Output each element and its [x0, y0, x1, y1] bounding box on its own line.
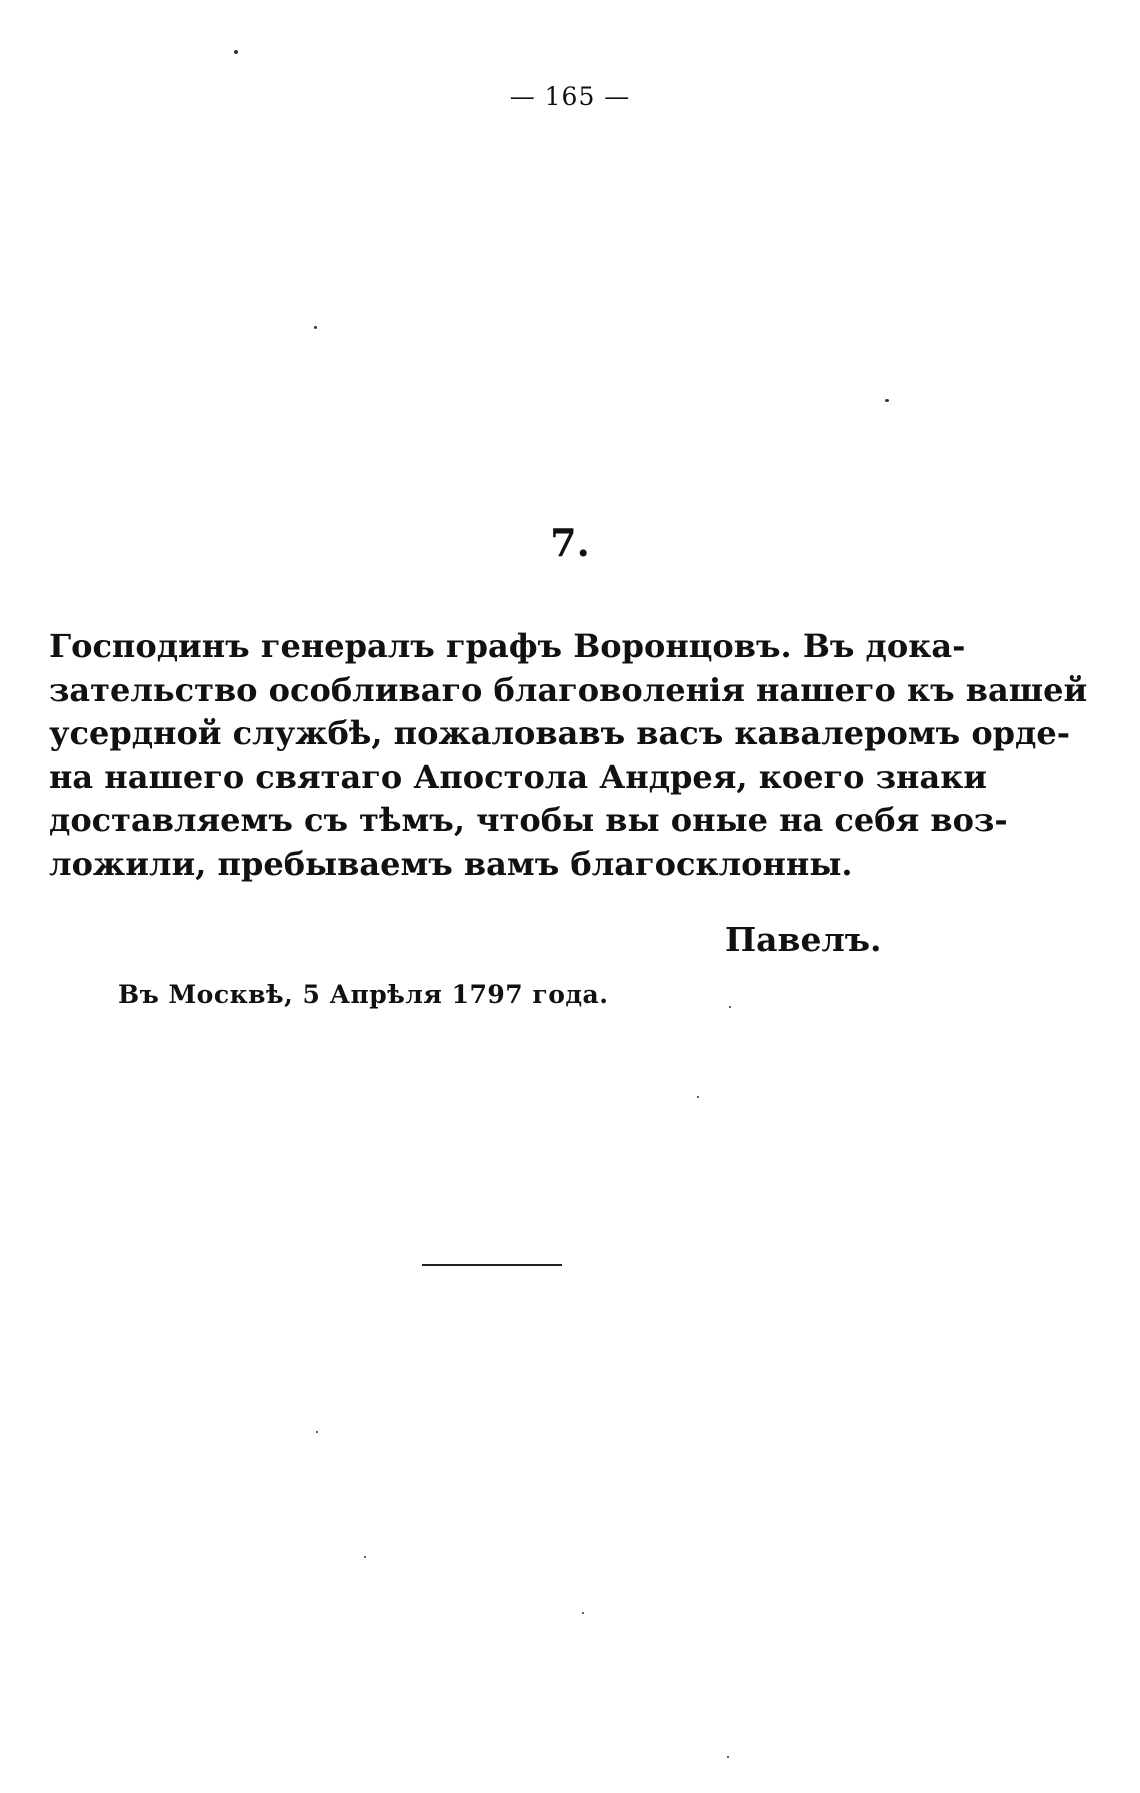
- letter-line-3: усердной службѣ, пожаловавъ васъ кавалеромъ орде-: [49, 714, 1071, 752]
- letter-line-4: на нашего святаго Апостола Андрея, коего знаки: [49, 757, 988, 796]
- letter-line-5: доставляемъ съ тѣмъ, чтобы вы оные на себя воз-: [49, 801, 1008, 839]
- scan-speck: [697, 1096, 699, 1098]
- scan-speck: [314, 326, 317, 329]
- scan-speck: [234, 50, 238, 54]
- document-number: 7.: [550, 520, 590, 565]
- scan-speck: [729, 1006, 731, 1008]
- letter-line-6: ложили, пребываемъ вамъ благосклонны.: [49, 844, 853, 883]
- end-rule: [422, 1264, 562, 1266]
- signature: Павелъ.: [725, 920, 882, 959]
- page-number: — 165 —: [509, 82, 631, 111]
- scan-speck: [885, 399, 889, 402]
- scan-speck: [582, 1612, 584, 1614]
- letter-line-2: зательство особливаго благоволенія нашего къ вашей: [49, 670, 1088, 709]
- scan-speck: [364, 1556, 366, 1558]
- letter-line-1: Господинъ генералъ графъ Воронцовъ. Въ дока-: [49, 627, 966, 665]
- letter-body: [49, 625, 1088, 886]
- place-and-date: Въ Москвѣ, 5 Апрѣля 1797 года.: [118, 980, 609, 1009]
- scan-speck: [727, 1756, 729, 1758]
- scan-speck: [316, 1431, 318, 1433]
